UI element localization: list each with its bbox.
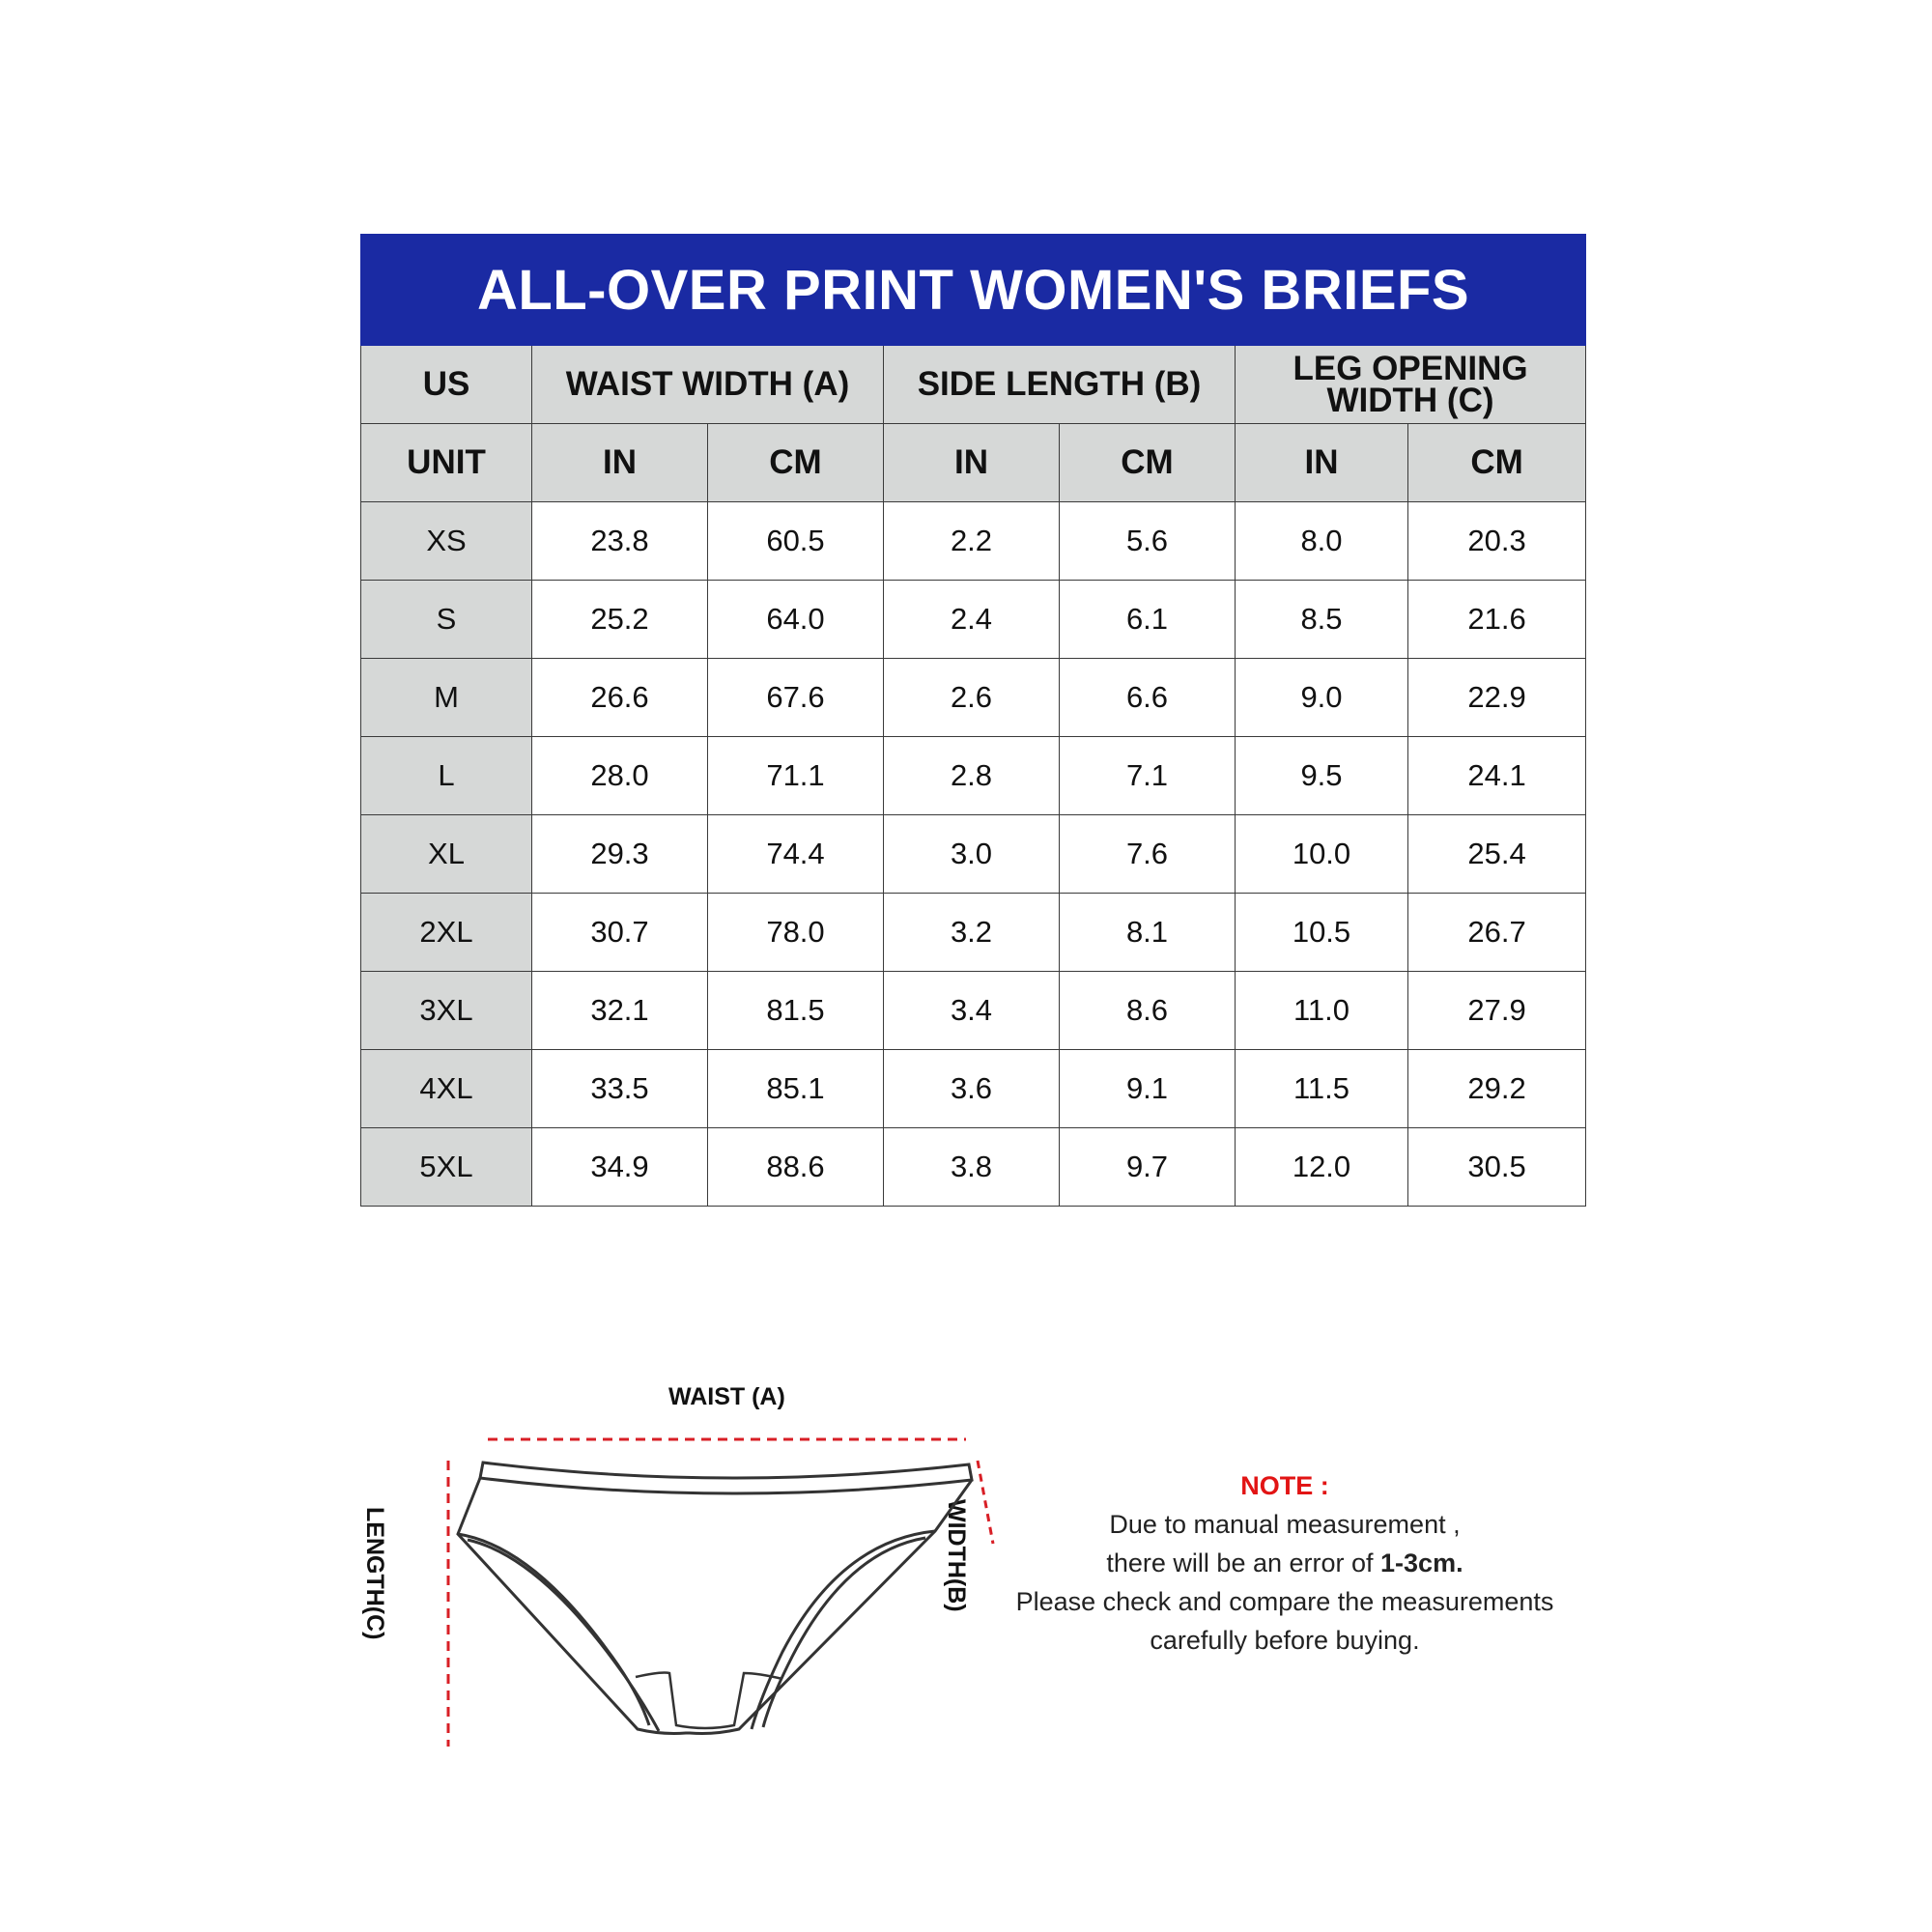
waist-in-cell: 25.2 (532, 581, 708, 659)
width-label: WIDTH(B) (943, 1499, 970, 1612)
briefs-measurement-diagram (361, 1372, 1092, 1777)
note-line-2-text: there will be an error of (1106, 1548, 1381, 1577)
side-cm-cell: 8.1 (1060, 894, 1236, 972)
unit-waist-cm: CM (708, 424, 884, 502)
size-cell: L (361, 737, 532, 815)
leg-cm-cell: 20.3 (1408, 502, 1586, 581)
waist-cm-cell: 71.1 (708, 737, 884, 815)
measurement-note (1005, 1466, 1565, 1660)
size-cell: XL (361, 815, 532, 894)
unit-leg-in: IN (1236, 424, 1408, 502)
size-cell: 4XL (361, 1050, 532, 1128)
side-in-cell: 3.2 (884, 894, 1060, 972)
side-in-cell: 2.6 (884, 659, 1060, 737)
waist-in-cell: 23.8 (532, 502, 708, 581)
side-cm-cell: 8.6 (1060, 972, 1236, 1050)
left-leg-opening (458, 1534, 649, 1725)
note-error-range: 1-3cm. (1380, 1548, 1463, 1577)
waistband-outline (480, 1463, 972, 1493)
leg-in-cell: 10.5 (1236, 894, 1408, 972)
leg-cm-cell: 24.1 (1408, 737, 1586, 815)
waist-in-cell: 30.7 (532, 894, 708, 972)
waist-in-cell: 32.1 (532, 972, 708, 1050)
waist-label: WAIST (A) (668, 1383, 785, 1410)
size-cell: 2XL (361, 894, 532, 972)
waist-cm-cell: 74.4 (708, 815, 884, 894)
waist-in-cell: 26.6 (532, 659, 708, 737)
side-in-cell: 2.8 (884, 737, 1060, 815)
leg-cm-cell: 30.5 (1408, 1128, 1586, 1207)
unit-label: UNIT (361, 424, 532, 502)
unit-leg-cm: CM (1408, 424, 1586, 502)
size-cell: 3XL (361, 972, 532, 1050)
leg-in-cell: 9.0 (1236, 659, 1408, 737)
leg-cm-cell: 22.9 (1408, 659, 1586, 737)
side-cm-cell: 5.6 (1060, 502, 1236, 581)
note-line-1: Due to manual measurement , (1109, 1510, 1461, 1539)
chart-title: ALL-OVER PRINT WOMEN'S BRIEFS (361, 235, 1586, 346)
width-measure-line (978, 1461, 993, 1544)
leg-cm-cell: 21.6 (1408, 581, 1586, 659)
side-in-cell: 2.2 (884, 502, 1060, 581)
side-cm-cell: 6.1 (1060, 581, 1236, 659)
waist-in-cell: 28.0 (532, 737, 708, 815)
waist-cm-cell: 88.6 (708, 1128, 884, 1207)
leg-in-cell: 8.5 (1236, 581, 1408, 659)
leg-in-cell: 12.0 (1236, 1128, 1408, 1207)
unit-waist-in: IN (532, 424, 708, 502)
size-chart-table (360, 234, 1586, 1207)
leg-cm-cell: 25.4 (1408, 815, 1586, 894)
side-in-cell: 3.6 (884, 1050, 1060, 1128)
briefs-drawing (396, 1372, 1092, 1777)
table-row (361, 815, 1586, 894)
table-row (361, 581, 1586, 659)
waist-cm-cell: 81.5 (708, 972, 884, 1050)
unit-side-in: IN (884, 424, 1060, 502)
note-line-4: carefully before buying. (1150, 1626, 1420, 1655)
side-in-cell: 3.0 (884, 815, 1060, 894)
leg-in-cell: 11.0 (1236, 972, 1408, 1050)
leg-cm-cell: 26.7 (1408, 894, 1586, 972)
header-waist-width: WAIST WIDTH (A) (532, 346, 884, 424)
waist-cm-cell: 78.0 (708, 894, 884, 972)
size-cell: XS (361, 502, 532, 581)
leg-in-cell: 11.5 (1236, 1050, 1408, 1128)
side-cm-cell: 9.1 (1060, 1050, 1236, 1128)
briefs-body-outline (458, 1478, 972, 1734)
leg-in-cell: 10.0 (1236, 815, 1408, 894)
size-cell: 5XL (361, 1128, 532, 1207)
length-label: LENGTH(C) (361, 1507, 388, 1640)
size-cell: S (361, 581, 532, 659)
leg-in-cell: 9.5 (1236, 737, 1408, 815)
leg-in-cell: 8.0 (1236, 502, 1408, 581)
header-side-length: SIDE LENGTH (B) (884, 346, 1236, 424)
waist-cm-cell: 85.1 (708, 1050, 884, 1128)
table-row (361, 502, 1586, 581)
side-cm-cell: 7.6 (1060, 815, 1236, 894)
note-title: NOTE : (1240, 1471, 1329, 1500)
table-row (361, 737, 1586, 815)
side-in-cell: 3.4 (884, 972, 1060, 1050)
unit-side-cm: CM (1060, 424, 1236, 502)
table-row (361, 972, 1586, 1050)
header-us: US (361, 346, 532, 424)
table-row (361, 894, 1586, 972)
header-leg-opening-label: LEG OPENING WIDTH (C) (1293, 349, 1528, 419)
waist-cm-cell: 67.6 (708, 659, 884, 737)
side-in-cell: 2.4 (884, 581, 1060, 659)
waist-in-cell: 34.9 (532, 1128, 708, 1207)
note-line-3: Please check and compare the measurements (1015, 1587, 1554, 1616)
waist-in-cell: 33.5 (532, 1050, 708, 1128)
header-leg-opening (1236, 346, 1586, 424)
waist-cm-cell: 60.5 (708, 502, 884, 581)
table-row (361, 659, 1586, 737)
leg-cm-cell: 27.9 (1408, 972, 1586, 1050)
side-cm-cell: 9.7 (1060, 1128, 1236, 1207)
waist-cm-cell: 64.0 (708, 581, 884, 659)
size-cell: M (361, 659, 532, 737)
waist-in-cell: 29.3 (532, 815, 708, 894)
note-line-2 (1005, 1544, 1565, 1582)
table-row (361, 1050, 1586, 1128)
side-cm-cell: 6.6 (1060, 659, 1236, 737)
side-cm-cell: 7.1 (1060, 737, 1236, 815)
table-row (361, 1128, 1586, 1207)
side-in-cell: 3.8 (884, 1128, 1060, 1207)
leg-cm-cell: 29.2 (1408, 1050, 1586, 1128)
